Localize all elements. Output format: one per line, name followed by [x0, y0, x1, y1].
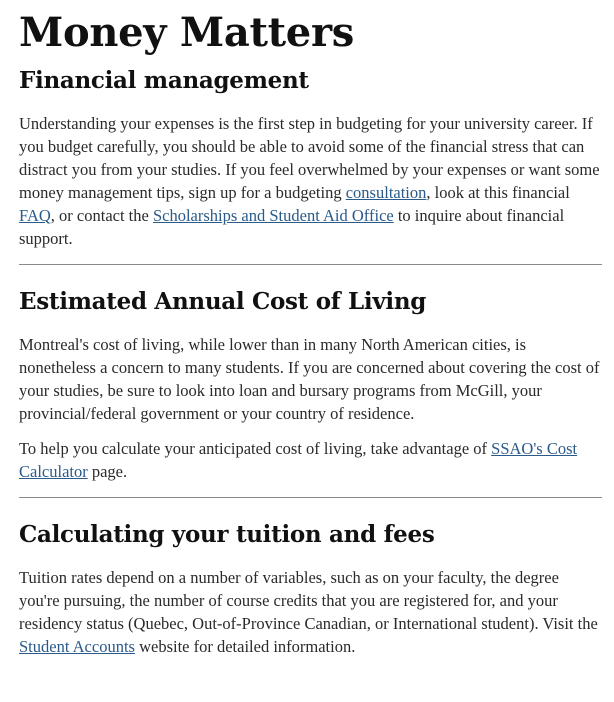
paragraph-text: website for detailed information. — [134, 637, 356, 656]
paragraph: Montreal's cost of living, while lower than in many North American cities, is nonetheless a concern to many students. If you are concerned about covering the cost of your studies, be sure to look into loan and bursary programs from McGill, your provincial/federal government or your country of residence. — [19, 335, 600, 423]
paragraph-text: Tuition rates depend on a number of variables, such as on your faculty, the degree you're pursuing, the number of course credits that you are registered for, and your residency status (Quebec, Out-of-Province Canadian, or International student). Visit the — [19, 568, 598, 633]
section-heading: Estimated Annual Cost of Living — [19, 288, 427, 315]
paragraph — [19, 566, 602, 658]
cost-calculator-link[interactable]: SSAO's Cost Calculator — [19, 439, 578, 481]
consultation-link[interactable]: consultation — [345, 183, 427, 202]
paragraph-text: , or contact the — [50, 206, 153, 225]
section-financial-management — [19, 66, 602, 250]
student-accounts-link[interactable]: Student Accounts — [19, 637, 135, 656]
section-divider — [19, 497, 602, 498]
faq-link[interactable]: FAQ — [19, 206, 51, 225]
ssao-link[interactable]: Scholarships and Student Aid Office — [152, 206, 394, 225]
section-cost-of-living — [19, 287, 602, 483]
section-divider — [19, 264, 602, 265]
paragraph-text: to inquire about financial support. — [19, 206, 565, 248]
paragraph — [19, 112, 602, 250]
page-title: Money Matters — [19, 9, 354, 56]
paragraph-text: To help you calculate your anticipated cost of living, take advantage of — [19, 439, 492, 458]
section-heading: Financial management — [19, 67, 309, 94]
paragraph-text: Understanding your expenses is the first step in budgeting for your university career. If you budget carefully, you should be able to avoid some of the financial stress that can distract you from your studies. If you feel overwhelmed by your expenses or want some money management tips, sign up for a budgeting — [19, 114, 600, 202]
section-tuition-fees — [19, 520, 602, 658]
paragraph-text: page. — [87, 462, 128, 481]
section-heading: Calculating your tuition and fees — [19, 521, 435, 548]
paragraph-text: , look at this financial — [426, 183, 570, 202]
page-content — [0, 10, 614, 658]
paragraph — [19, 437, 602, 483]
